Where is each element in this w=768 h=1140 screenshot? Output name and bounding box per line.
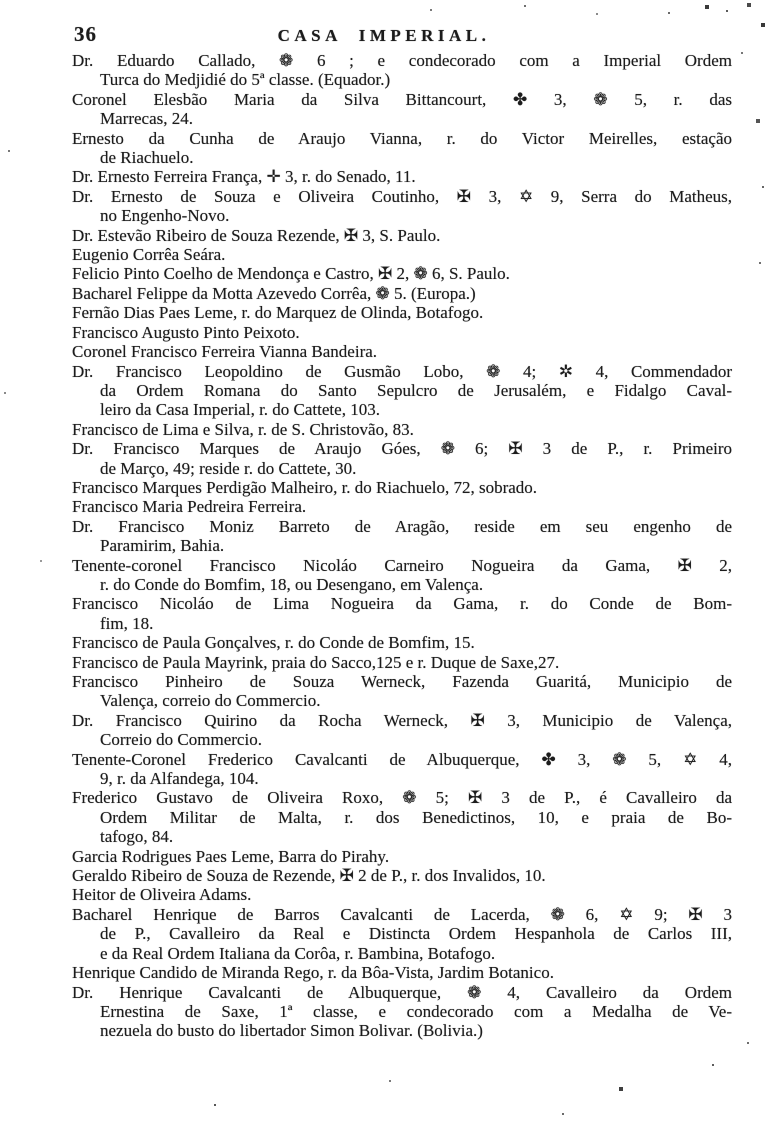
entry-line: de Março, 49; reside r. do Cattete, 30.	[100, 458, 357, 478]
entry-line: leiro da Casa Imperial, r. do Cattete, 103.	[100, 400, 380, 420]
entry-line: no Engenho-Novo.	[100, 206, 230, 226]
directory-entry	[72, 342, 732, 361]
directory-entry	[72, 905, 732, 963]
entry-line: Marrecas, 24.	[100, 109, 193, 129]
entry-line: Bacharel Felippe da Motta Azevedo Corrêa, ❁ 5. (Europa.)	[72, 283, 476, 303]
entry-line: Francisco de Paula Gonçalves, r. do Conde de Bomfim, 15.	[72, 633, 475, 653]
entry-line: Eugenio Corrêa Seára.	[72, 245, 226, 265]
entry-line: de Riachuelo.	[100, 148, 194, 168]
entry-line: Francisco de Paula Mayrink, praia do Sacco,125 e r. Duque de Saxe,27.	[72, 652, 560, 672]
directory-entry	[72, 187, 732, 226]
directory-entry	[72, 594, 732, 633]
directory-entry	[72, 439, 732, 478]
entry-line: Fernão Dias Paes Leme, r. do Marquez de Olinda, Botafogo.	[72, 303, 484, 323]
entry-line: Dr. Henrique Cavalcanti de Albuquerque, ❁ 4, Cavalleiro da Ordem	[72, 982, 732, 1002]
entry-list	[72, 51, 732, 1041]
page-title: CASA IMPERIAL.	[277, 26, 491, 45]
directory-entry	[72, 866, 732, 885]
entry-line: Ordem Militar de Malta, r. dos Benedictinos, 10, e praia de Bo-	[100, 807, 732, 827]
entry-line: Francisco Pinheiro de Souza Werneck, Fazenda Guaritá, Municipio de	[72, 672, 732, 691]
entry-line: Geraldo Ribeiro de Souza de Rezende, ✠ 2 de P., r. dos Invalidos, 10.	[72, 866, 546, 886]
directory-entry	[72, 323, 732, 342]
entry-line: Dr. Estevão Ribeiro de Souza Rezende, ✠ 3, S. Paulo.	[72, 225, 441, 245]
entry-line: Dr. Ernesto Ferreira França, ✛ 3, r. do Senado, 11.	[72, 167, 416, 187]
entry-line: tafogo, 84.	[100, 827, 174, 847]
entry-line: Ernesto da Cunha de Araujo Vianna, r. do Victor Meirelles, estação	[72, 128, 732, 148]
entry-line: Dr. Ernesto de Souza e Oliveira Coutinho, ✠ 3, ✡ 9, Serra do Matheus,	[72, 186, 732, 206]
directory-entry	[72, 983, 732, 1041]
entry-line: Garcia Rodrigues Paes Leme, Barra do Pirahy.	[72, 846, 390, 866]
entry-line: Paramirim, Bahia.	[100, 536, 225, 556]
directory-entry	[72, 478, 732, 497]
entry-line: Dr. Francisco Moniz Barreto de Aragão, reside em seu engenho de	[72, 516, 732, 536]
directory-entry	[72, 497, 732, 516]
entry-line: e da Real Ordem Italiana da Corôa, r. Bambina, Botafogo.	[100, 943, 496, 963]
entry-line: Correio do Commercio.	[100, 730, 262, 750]
entry-line: Frederico Gustavo de Oliveira Roxo, ❁ 5; ✠ 3 de P., é Cavalleiro da	[72, 788, 732, 808]
directory-entry	[72, 672, 732, 711]
directory-entry	[72, 847, 732, 866]
scan-noise-speckles	[0, 0, 2, 2]
directory-entry	[72, 963, 732, 982]
entry-line: Dr. Francisco Leopoldino de Gusmão Lobo, ❁ 4; ✲ 4, Commendador	[72, 361, 732, 381]
entry-line: Coronel Francisco Ferreira Vianna Bandeira.	[72, 342, 378, 362]
directory-entry	[72, 303, 732, 322]
directory-entry	[72, 750, 732, 789]
page-number: 36	[74, 22, 97, 46]
directory-entry	[72, 129, 732, 168]
directory-entry	[72, 51, 732, 90]
entry-line: Henrique Candido de Miranda Rego, r. da Bôa-Vista, Jardim Botanico.	[72, 963, 554, 983]
entry-line: Tenente-coronel Francisco Nicoláo Carneiro Nogueira da Gama, ✠ 2,	[72, 555, 732, 575]
entry-line: Francisco de Lima e Silva, r. de S. Christovão, 83.	[72, 419, 414, 439]
entry-line: r. do Conde do Bomfim, 18, ou Desengano, em Valença.	[100, 574, 484, 594]
directory-entry	[72, 226, 732, 245]
entry-line: Tenente-Coronel Frederico Cavalcanti de Albuquerque, ✤ 3, ❁ 5, ✡ 4,	[72, 749, 732, 769]
entry-line: Heitor de Oliveira Adams.	[72, 885, 252, 905]
entry-line: 9, r. da Alfandega, 104.	[100, 769, 259, 789]
entry-line: Francisco Augusto Pinto Peixoto.	[72, 322, 300, 342]
entry-line: Ernestina de Saxe, 1ª classe, e condecorado com a Medalha de Ve-	[100, 1001, 732, 1021]
entry-line: fim, 18.	[100, 613, 154, 633]
directory-entry	[72, 788, 732, 846]
entry-line: Valença, correio do Commercio.	[100, 691, 321, 711]
entry-line: Felicio Pinto Coelho de Mendonça e Castro, ✠ 2, ❁ 6, S. Paulo.	[72, 264, 510, 284]
directory-entry	[72, 90, 732, 129]
entry-line: Turca do Medjidié do 5ª classe. (Equador.)	[100, 70, 391, 90]
directory-entry	[72, 517, 732, 556]
entry-line: Dr. Francisco Marques de Araujo Góes, ❁ 6; ✠ 3 de P., r. Primeiro	[72, 439, 732, 459]
directory-entry	[72, 420, 732, 439]
entry-line: nezuela do busto do libertador Simon Bolivar. (Bolivia.)	[100, 1021, 483, 1041]
directory-entry	[72, 362, 732, 420]
directory-entry	[72, 264, 732, 283]
directory-entry	[72, 711, 732, 750]
directory-entry	[72, 245, 732, 264]
directory-entry	[72, 556, 732, 595]
entry-line: Francisco Marques Perdigão Malheiro, r. do Riachuelo, 72, sobrado.	[72, 477, 538, 497]
directory-entry	[72, 284, 732, 303]
entry-line: Bacharel Henrique de Barros Cavalcanti de Lacerda, ❁ 6, ✡ 9; ✠ 3	[72, 904, 732, 924]
entry-line: Coronel Elesbão Maria da Silva Bittancourt, ✤ 3, ❁ 5, r. das	[72, 89, 732, 109]
directory-entry	[72, 633, 732, 652]
entry-line: Dr. Francisco Quirino da Rocha Werneck, ✠ 3, Municipio de Valença,	[72, 710, 732, 730]
entry-line: Francisco Maria Pedreira Ferreira.	[72, 497, 307, 517]
directory-entry	[72, 885, 732, 904]
directory-entry	[72, 653, 732, 672]
entry-line: Dr. Eduardo Callado, ❁ 6 ; e condecorado com a Imperial Ordem	[72, 51, 732, 70]
entry-line: de P., Cavalleiro da Real e Distincta Ordem Hespanhola de Carlos III,	[100, 924, 732, 944]
entry-line: Francisco Nicoláo de Lima Nogueira da Gama, r. do Conde de Bom-	[72, 594, 732, 614]
directory-entry	[72, 167, 732, 186]
entry-line: da Ordem Romana do Santo Sepulcro de Jerusalém, e Fidalgo Caval-	[100, 380, 732, 400]
